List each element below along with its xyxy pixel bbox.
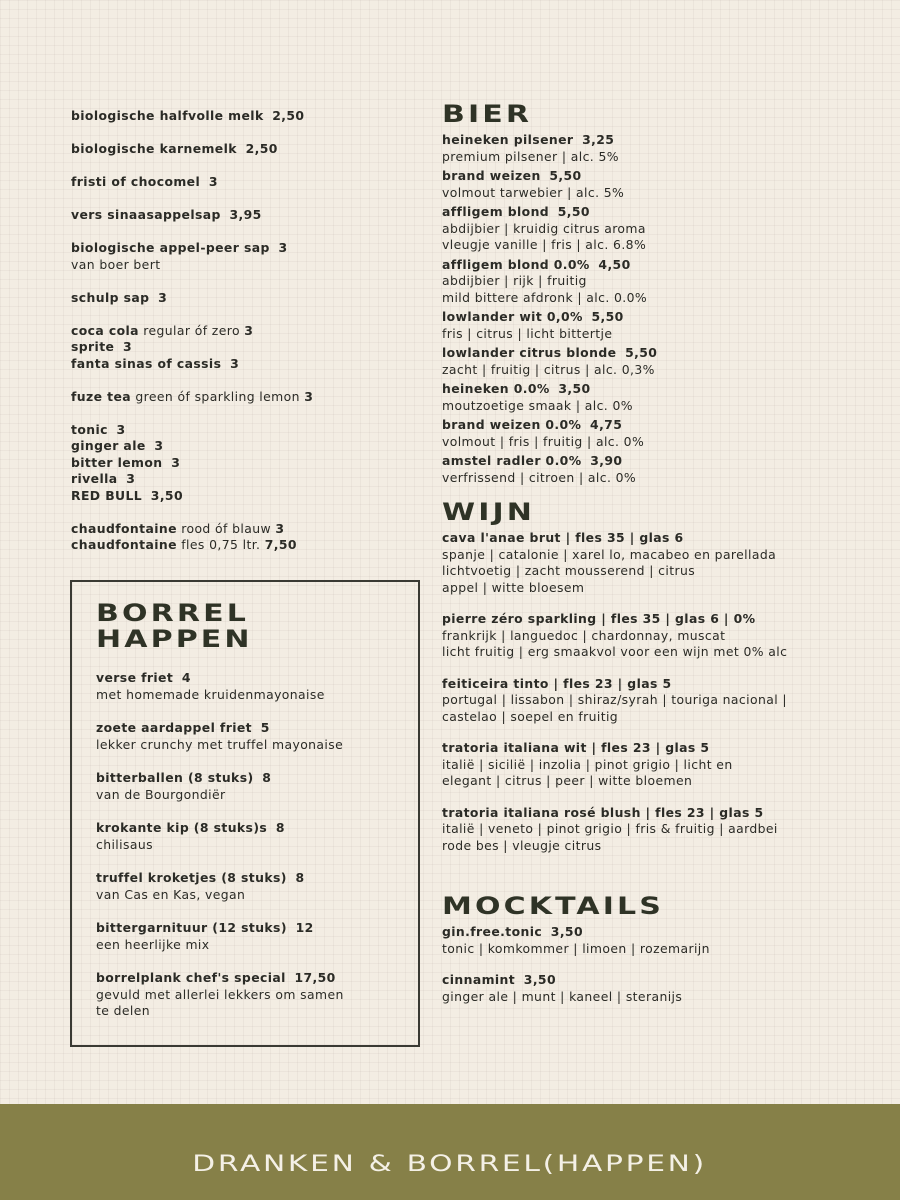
snack-price: 8 [275,820,285,835]
bier-section [442,100,882,486]
borrel-happen-box [70,580,420,1047]
bier-description: volmout | fris | fruitig | alc. 0% [442,433,645,449]
mocktails-name: gin.free.tonic [442,924,543,939]
right-column [442,100,882,1020]
bier-description: premium pilsener | alc. 5% [442,148,619,164]
footer-title-text: DRANKEN & BORREL(HAPPEN) [192,1152,708,1177]
wijn-line [442,530,882,547]
bier-item [442,132,882,165]
mocktails-price: 3,50 [550,924,583,939]
wijn-description: italië | veneto | pinot grigio | fris & fruitig | aardbei [442,821,778,836]
bier-line [442,204,882,221]
snack-line [96,970,418,987]
snack-price: 8 [262,770,272,785]
snack-name: bittergarnituur (12 stuks) [96,920,287,935]
bier-line [442,417,882,434]
bier-name: brand weizen [442,168,541,183]
mocktails-description: tonic | komkommer | limoen | rozemarijn [442,940,710,956]
wijn-name: pierre zéro sparkling | fles 35 | glas 6 | 0% [442,611,756,626]
drink-description: van boer bert [71,256,161,272]
bier-item [442,453,882,486]
wijn-item [442,740,882,790]
drink-name: sprite [71,339,115,354]
bier-item [442,168,882,201]
drink-price: 3 [154,438,164,453]
snack-item [96,770,418,803]
bier-price: 3,50 [558,381,591,396]
snack-line [96,670,418,687]
wijn-description: spanje | catalonie | xarel lo, macabeo en parellada [442,546,777,562]
drink-price: 3 [275,520,285,536]
drink-name: fuze tea [71,388,132,404]
bier-name: heineken 0.0% [442,381,550,396]
snack-line [96,920,418,937]
borrel-title-line1: BORREL [96,599,249,627]
drink-item [71,521,411,538]
mocktails-line [442,924,882,941]
wijn-item [442,530,882,596]
bier-name: heineken pilsener [442,132,574,147]
drink-name: biologische karnemelk [71,141,237,156]
bier-item [442,257,882,307]
bier-line [442,453,882,470]
snack-description: gevuld met allerlei lekkers om samen [96,986,344,1002]
drink-line [71,174,411,191]
snack-item [96,820,418,853]
wijn-line [442,805,882,822]
drink-item [71,207,411,224]
drink-line [71,521,411,538]
drink-name: coca cola [71,322,139,338]
drink-price: 3,50 [150,487,183,503]
snack-name: bitterballen (8 stuks) [96,770,254,785]
drink-price: 3 [123,339,133,354]
bier-line [442,381,882,398]
wijn-description: elegant | citrus | peer | witte bloemen [442,773,693,788]
wijn-item [442,805,882,855]
drink-name: biologische appel-peer sap [71,240,270,255]
bier-price: 4,75 [590,417,623,432]
drink-line [71,488,411,505]
drink-line [71,207,411,224]
drink-line [71,323,411,340]
bier-name: affligem blond 0.0% [442,256,590,272]
snack-line [96,870,418,887]
wijn-name: cava l'anae brut | fles 35 | glas 6 [442,530,684,545]
bier-line [442,168,882,185]
drink-name: bitter lemon [71,454,163,470]
bier-description: moutzoetige smaak | alc. 0% [442,397,633,413]
bier-item [442,381,882,414]
drink-name: chaudfontaine [71,520,177,536]
bier-price: 5,50 [549,168,582,183]
wijn-description: portugal | lissabon | shiraz/syrah | touriga nacional | [442,692,787,707]
drink-name: fristi of chocomel [71,174,201,189]
mocktails-title: MOCKTAILS [442,892,664,920]
drink-item [71,174,411,191]
snack-name: krokante kip (8 stuks)s [96,820,268,835]
drink-item [71,290,411,307]
snack-description: van Cas en Kas, vegan [96,886,246,902]
bier-line [442,345,882,362]
mocktails-list [442,924,882,1005]
drink-price: 3 [116,421,126,437]
wijn-item [442,676,882,726]
wijn-item [442,611,882,661]
bier-name: affligem blond [442,204,550,219]
snack-description: lekker crunchy met truffel mayonaise [96,736,344,752]
drink-name: schulp sap [71,289,150,305]
bier-item [442,204,882,254]
drink-name: RED BULL [71,487,143,503]
wijn-description: rode bes | vleugje citrus [442,837,602,853]
wijn-line [442,611,882,628]
snack-item [96,720,418,753]
snack-description: met homemade kruidenmayonaise [96,686,325,702]
borrel-happen-list [96,670,418,1020]
drink-price: 3 [158,289,168,305]
snack-description: chilisaus [96,836,153,852]
bier-description: abdijbier | kruidig citrus aroma [442,220,646,236]
wijn-list [442,530,882,854]
drink-name: rivella [71,471,118,486]
drink-item [71,455,411,472]
wijn-description: castelao | soepel en fruitig [442,708,619,724]
drink-line [71,108,411,125]
bier-description: verfrissend | citroen | alc. 0% [442,469,637,485]
snack-line [96,770,418,787]
drink-line [71,438,411,455]
drink-variant: regular óf zero [143,322,240,338]
bier-line [442,132,882,149]
snack-item [96,670,418,703]
drink-item [71,438,411,455]
drink-item [71,356,411,373]
wijn-description: frankrijk | languedoc | chardonnay, muscat [442,627,726,643]
drink-line [71,290,411,307]
wijn-description: italië | sicilië | inzolia | pinot grigio | licht en [442,756,733,772]
drink-item [71,488,411,505]
bier-line [442,309,882,326]
wijn-description: appel | witte bloesem [442,579,585,595]
drink-item [71,422,411,439]
bier-description: fris | citrus | licht bittertje [442,325,613,341]
snack-price: 4 [181,670,191,685]
snack-description-2: te delen [96,1003,151,1018]
drink-variant: rood óf blauw [181,520,272,536]
mocktails-item [442,924,882,957]
drink-line [71,455,411,472]
bier-name: lowlander citrus blonde [442,345,617,360]
drink-item [71,339,411,356]
borrel-title-line2: HAPPEN [96,625,253,653]
drink-item [71,240,411,273]
snack-price: 12 [295,920,314,935]
drink-item [71,389,411,406]
drink-line [71,339,411,356]
drink-item [71,537,411,554]
drink-price: 2,50 [272,108,305,123]
bier-description: zacht | fruitig | citrus | alc. 0,3% [442,361,655,377]
snack-name: borrelplank chef's special [96,970,286,985]
bier-price: 3,90 [590,453,623,468]
wijn-title: WIJN [442,498,536,526]
mocktails-description: ginger ale | munt | kaneel | steranijs [442,988,683,1004]
bier-list [442,132,882,486]
drink-price: 7,50 [264,537,297,552]
snack-item [96,870,418,903]
bier-title: BIER [442,100,533,128]
snack-name: zoete aardappel friet [96,720,253,735]
snack-price: 17,50 [294,970,336,985]
snack-description: een heerlijke mix [96,936,210,952]
drink-line [71,240,411,257]
drink-item [71,108,411,125]
bier-price: 4,50 [598,256,631,272]
drink-price: 3 [126,471,136,486]
drink-price: 3 [208,174,218,189]
bier-description: mild bittere afdronk | alc. 0.0% [442,289,648,305]
bier-price: 5,50 [557,204,590,219]
wijn-description: licht fruitig | erg smaakvol voor een wijn met 0% alc [442,644,788,659]
mocktails-section [442,892,882,1005]
mocktails-price: 3,50 [523,972,556,987]
bier-item [442,417,882,450]
drink-price: 3 [304,388,314,404]
bier-name: brand weizen 0.0% [442,417,582,432]
bier-description: abdijbier | rijk | fruitig [442,273,587,288]
footer-title [0,1152,900,1177]
bier-line [442,257,882,274]
bier-description: vleugje vanille | fris | alc. 6.8% [442,237,647,252]
soft-drinks-list [71,108,411,570]
snack-line [96,820,418,837]
snack-line [96,720,418,737]
mocktails-item [442,972,882,1005]
wijn-name: tratoria italiana wit | fles 23 | glas 5 [442,740,710,755]
drink-name: chaudfontaine [71,537,177,552]
wijn-line [442,740,882,757]
drink-item [71,471,411,488]
drink-line [71,389,411,406]
mocktails-name: cinnamint [442,972,516,987]
drink-line [71,422,411,439]
snack-price: 5 [260,720,270,735]
wijn-line [442,676,882,693]
snack-description: van de Bourgondiër [96,786,226,802]
bier-description: volmout tarwebier | alc. 5% [442,184,625,200]
snack-name: truffel kroketjes (8 stuks) [96,870,287,885]
snack-item [96,970,418,1020]
drink-variant: fles 0,75 ltr. [181,537,261,552]
drink-price: 2,50 [245,141,278,156]
drink-item [71,323,411,340]
bier-item [442,345,882,378]
footer-banner [0,1104,900,1200]
wijn-section [442,498,882,854]
drink-price: 3 [171,454,181,470]
drink-name: fanta sinas of cassis [71,355,222,371]
borrel-happen-title [96,600,499,652]
bier-price: 5,50 [625,345,658,360]
drink-price: 3 [230,355,240,371]
drink-name: vers sinaasappelsap [71,207,221,222]
drink-price: 3 [244,322,254,338]
drink-line [71,356,411,373]
drink-line [71,471,411,488]
bier-price: 3,25 [582,132,615,147]
mocktails-line [442,972,882,989]
drink-price: 3,95 [229,207,262,222]
drink-line [71,141,411,158]
wijn-name: tratoria italiana rosé blush | fles 23 | glas 5 [442,804,764,820]
drink-name: ginger ale [71,438,146,453]
drink-variant: green óf sparkling lemon [135,388,300,404]
drink-name: tonic [71,421,108,437]
drink-line [71,537,411,554]
bier-price: 5,50 [591,309,624,324]
wijn-description: lichtvoetig | zacht mousserend | citrus [442,563,696,578]
wijn-name: feiticeira tinto | fles 23 | glas 5 [442,675,672,691]
snack-item [96,920,418,953]
bier-name: lowlander wit 0,0% [442,309,583,324]
drink-price: 3 [278,240,288,255]
drink-item [71,141,411,158]
snack-price: 8 [295,870,305,885]
snack-name: verse friet [96,670,174,685]
drink-name: biologische halfvolle melk [71,108,264,123]
bier-item [442,309,882,342]
bier-name: amstel radler 0.0% [442,453,582,468]
